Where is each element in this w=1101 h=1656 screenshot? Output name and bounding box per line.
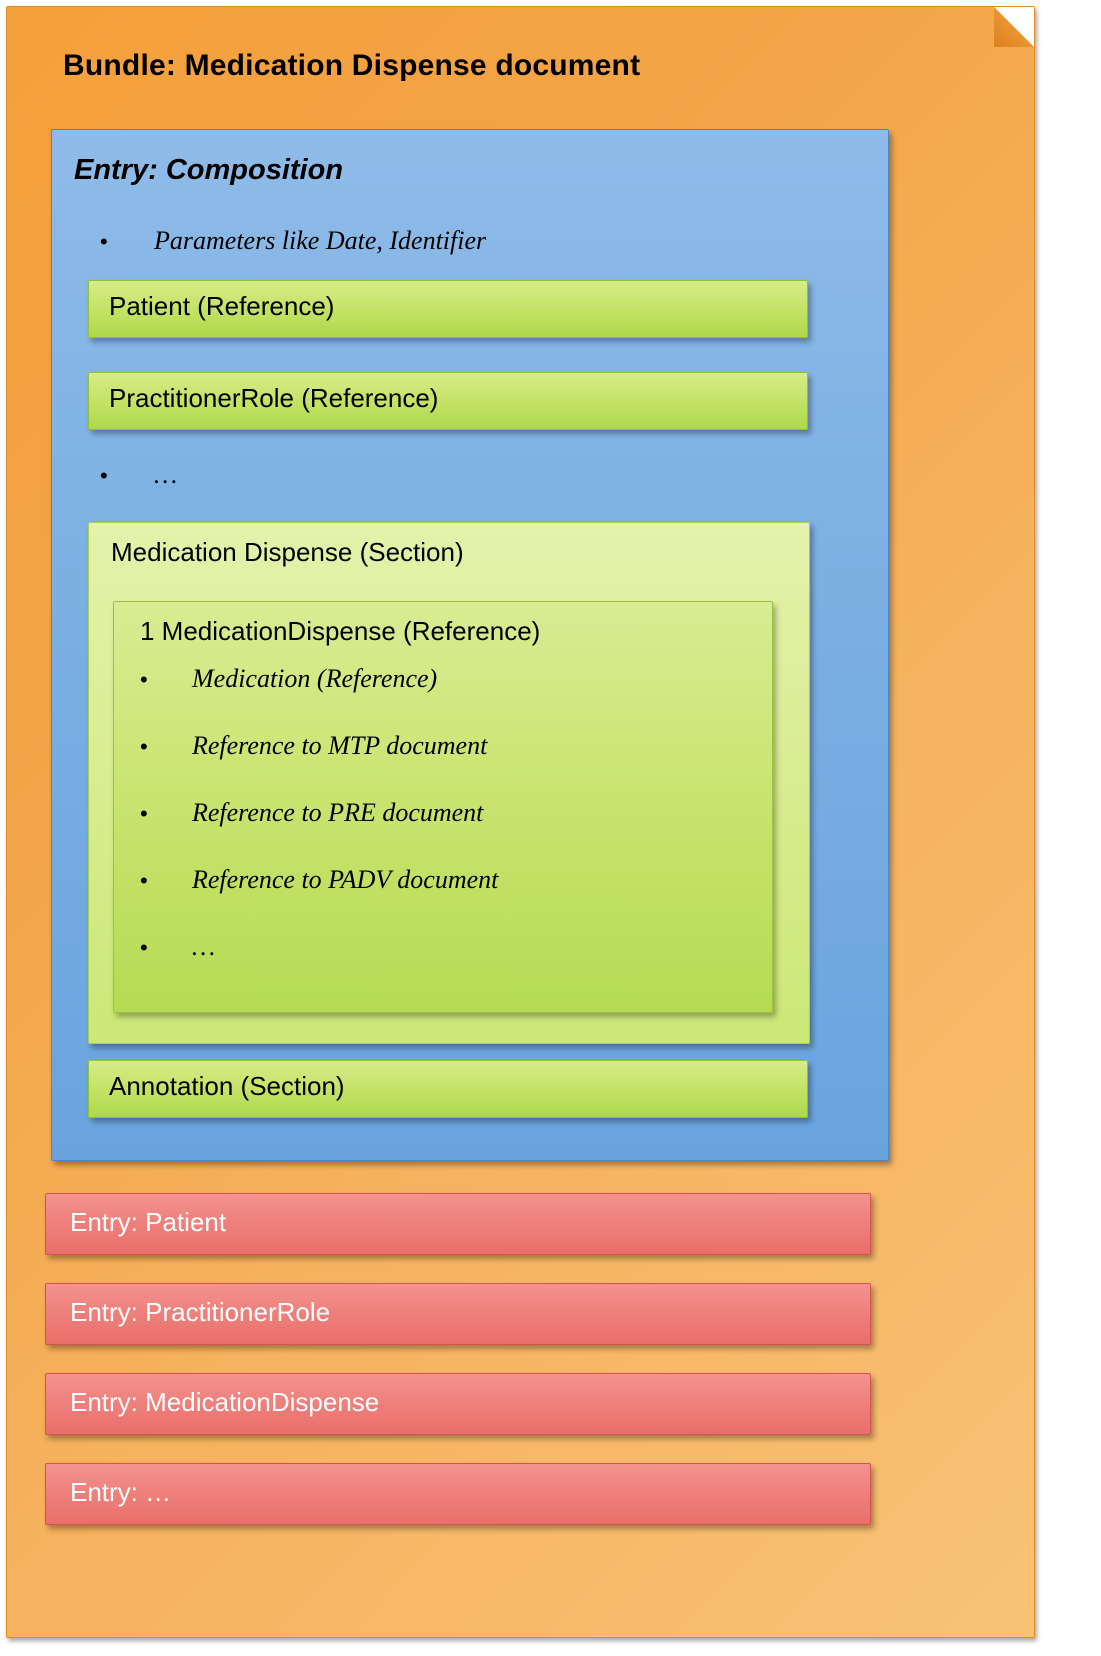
entry-practitionerrole-label: Entry: PractitionerRole: [70, 1297, 331, 1327]
reference-patient-label: Patient (Reference): [109, 291, 335, 321]
bundle-container: [6, 6, 1035, 1638]
reference-practitionerrole[interactable]: [88, 372, 808, 430]
md-bullet-padv: [140, 865, 498, 895]
section-medication-dispense[interactable]: [88, 522, 810, 1044]
reference-patient[interactable]: [88, 280, 808, 338]
md-bullet-pre: [140, 798, 483, 828]
section-annotation-label: Annotation (Section): [109, 1071, 345, 1101]
entry-ellipsis[interactable]: [45, 1463, 871, 1525]
md-bullet-ellipsis: [140, 932, 215, 962]
bullet-icon: •: [140, 868, 148, 893]
entry-medicationdispense-label: Entry: MedicationDispense: [70, 1387, 380, 1417]
entry-composition-container: [51, 129, 889, 1161]
md-bullet-mtp: [140, 731, 487, 761]
bullet-icon: •: [100, 463, 108, 488]
bullet-icon: •: [140, 667, 148, 692]
composition-bullet-ellipsis-label: …: [154, 460, 178, 489]
md-bullet-pre-label: Reference to PRE document: [192, 798, 484, 827]
bullet-icon: •: [140, 935, 148, 960]
composition-bullet-parameters: [100, 226, 486, 256]
md-bullet-mtp-label: Reference to MTP document: [192, 731, 488, 760]
bullet-icon: •: [140, 801, 148, 826]
bullet-icon: •: [100, 229, 108, 254]
entry-composition-title: Entry: Composition: [74, 154, 344, 186]
section-medication-dispense-label: Medication Dispense (Section): [111, 537, 464, 567]
entry-ellipsis-label: Entry: …: [70, 1477, 172, 1507]
md-bullet-ellipsis-label: …: [192, 932, 216, 961]
entry-practitionerrole[interactable]: [45, 1283, 871, 1345]
section-annotation[interactable]: [88, 1060, 808, 1118]
bullet-icon: •: [140, 734, 148, 759]
reference-practitionerrole-label: PractitionerRole (Reference): [109, 383, 439, 413]
bundle-title: Bundle: Medication Dispense document: [63, 49, 641, 82]
md-bullet-medication-label: Medication (Reference): [192, 664, 438, 693]
composition-bullet-parameters-label: Parameters like Date, Identifier: [154, 226, 487, 255]
md-bullet-padv-label: Reference to PADV document: [192, 865, 499, 894]
medicationdispense-reference-title: 1 MedicationDispense (Reference): [140, 616, 541, 646]
entry-medicationdispense[interactable]: [45, 1373, 871, 1435]
composition-bullet-ellipsis: [100, 460, 177, 490]
entry-patient-label: Entry: Patient: [70, 1207, 227, 1237]
md-bullet-medication: [140, 664, 437, 694]
medicationdispense-reference-box[interactable]: [113, 601, 773, 1013]
entry-patient[interactable]: [45, 1193, 871, 1255]
